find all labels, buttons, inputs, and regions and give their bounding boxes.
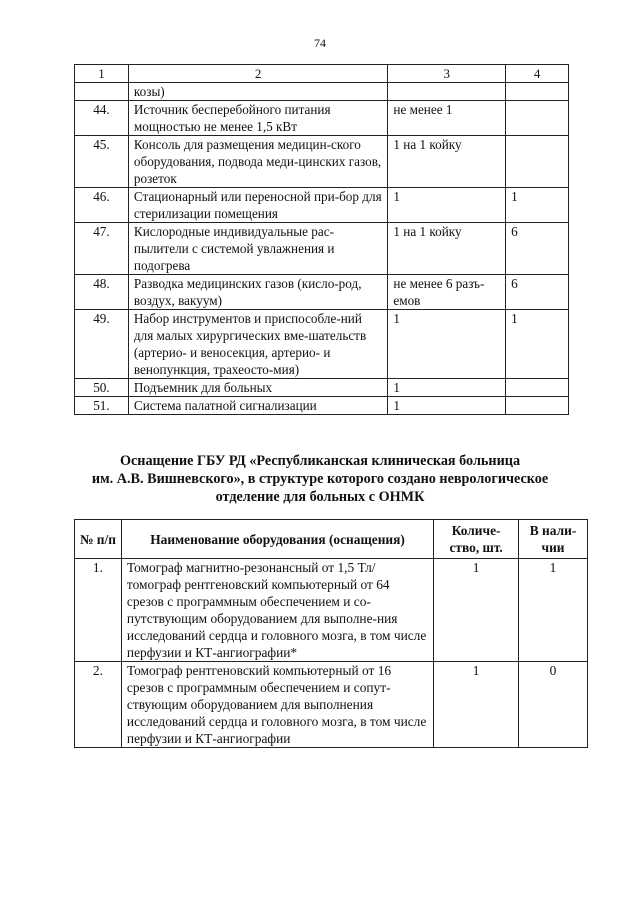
equipment-name-cell: Стационарный или переносной при-бор для стерилизации помещения [128,188,387,223]
equipment-table-continuation [74,64,569,415]
column-number-row [75,65,569,83]
table-row [75,397,569,415]
quantity-cell: 1 [388,310,506,379]
header-row [75,520,588,559]
row-number-cell: 47. [75,223,129,275]
page-number: 74 [314,36,326,50]
available-cell: 6 [506,275,569,310]
equipment-name-cell: Консоль для размещения медицин-ского оборудования, подвода меди-цинских газов, розеток [128,136,387,188]
header-available: В нали-чии [519,520,588,559]
equipment-name-cell: козы) [128,83,387,101]
equipment-name-cell: Система палатной сигнализации [128,397,387,415]
quantity-cell: 1 [434,559,519,662]
section-heading-line-2: им. А.В. Вишневского», в структуре которого создано неврологическое [91,471,549,487]
column-number-3: 3 [388,65,506,83]
header-equipment-name: Наименование оборудования (оснащения) [121,520,433,559]
available-cell [506,136,569,188]
row-number-cell: 1. [75,559,122,662]
column-number-1: 1 [75,65,129,83]
equipment-name-cell: Кислородные индивидуальные рас-пылители с системой увлажнения и подогрева [128,223,387,275]
row-number-cell: 2. [75,662,122,748]
quantity-cell: 1 [388,397,506,415]
table-row [75,223,569,275]
table-row [75,662,588,748]
equipment-name-cell: Источник бесперебойного питания мощностью не менее 1,5 кВт [128,101,387,136]
quantity-cell: 1 на 1 койку [388,136,506,188]
equipment-table-body [75,83,569,415]
row-number-cell [75,83,129,101]
available-cell [506,397,569,415]
section-heading-line-1: Оснащение ГБУ РД «Республиканская клиническая больница [119,453,521,469]
available-cell: 1 [506,188,569,223]
column-number-2: 2 [128,65,387,83]
header-number: № п/п [75,520,122,559]
table-row [75,379,569,397]
available-cell: 1 [506,310,569,379]
row-number-cell: 50. [75,379,129,397]
quantity-cell: 1 [388,188,506,223]
available-cell [506,379,569,397]
table-row [75,101,569,136]
available-cell [506,83,569,101]
equipment-name-cell: Томограф магнитно-резонансный от 1,5 Тл/томограф рентгеновский компьютерный от 64 срезов с программным обеспечением и со-путствующим оборудованием для выполне-ния исследований сердца и головного мозга, в том числе перфузии и КТ-ангиографии* [121,559,433,662]
available-cell: 0 [519,662,588,748]
equipment-name-cell: Набор инструментов и приспособле-ний для малых хирургических вме-шательств (артерио- и веносекция, артерио- и венопункция, трахеосто-мия) [128,310,387,379]
quantity-cell: 1 [388,379,506,397]
equipment-name-cell: Томограф рентгеновский компьютерный от 16 срезов с программным обеспечением и сопут-ствующим оборудованием для выполнения исследований сердца и головного мозга, в том числе перфузии и КТ-ангиографии [121,662,433,748]
available-cell [506,101,569,136]
table-row [75,83,569,101]
table-row [75,275,569,310]
quantity-cell: не менее 1 [388,101,506,136]
hospital-equipment-table [74,519,588,748]
table-row [75,136,569,188]
quantity-cell [388,83,506,101]
row-number-cell: 51. [75,397,129,415]
row-number-cell: 49. [75,310,129,379]
header-quantity: Количе-ство, шт. [434,520,519,559]
available-cell: 1 [519,559,588,662]
table-row [75,559,588,662]
equipment-name-cell: Подъемник для больных [128,379,387,397]
quantity-cell: 1 [434,662,519,748]
row-number-cell: 46. [75,188,129,223]
section-heading [60,452,580,506]
row-number-cell: 44. [75,101,129,136]
available-cell: 6 [506,223,569,275]
column-number-4: 4 [506,65,569,83]
equipment-name-cell: Разводка медицинских газов (кисло-род, воздух, вакуум) [128,275,387,310]
table-row [75,188,569,223]
section-heading-line-3: отделение для больных с ОНМК [215,489,425,505]
row-number-cell: 45. [75,136,129,188]
quantity-cell: 1 на 1 койку [388,223,506,275]
hospital-equipment-table-body [75,559,588,748]
quantity-cell: не менее 6 разъ-емов [388,275,506,310]
table-row [75,310,569,379]
row-number-cell: 48. [75,275,129,310]
